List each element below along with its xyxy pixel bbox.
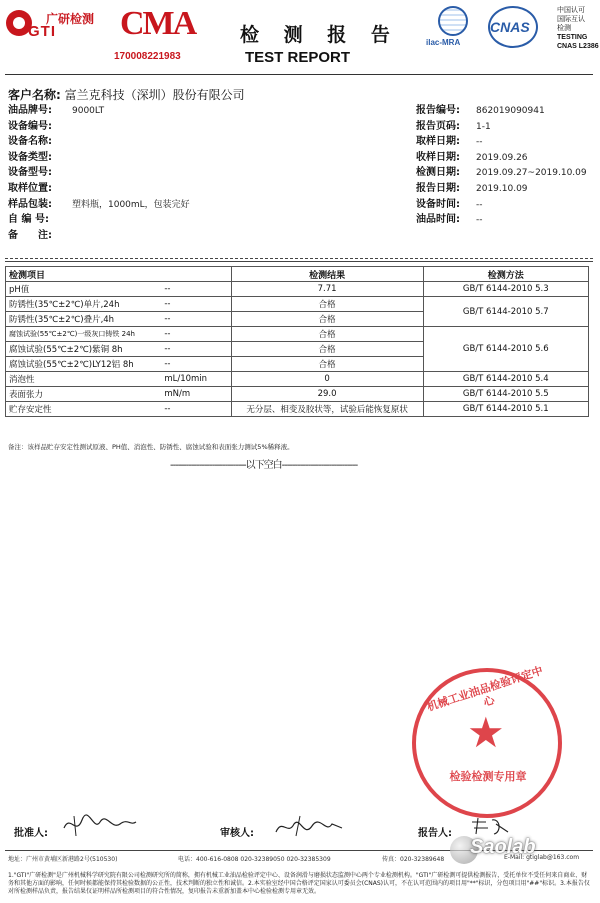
table-row: 腐蚀试验(55℃±2℃)LY12铝 8h -- 合格 [6, 357, 589, 372]
info-row: 自 编 号: [8, 214, 49, 226]
info-row: 设备时间: -- [416, 198, 483, 210]
gti-name: 广研检测 [46, 12, 95, 26]
watermark: Saolab [470, 836, 536, 858]
report-title-en: TEST REPORT [245, 49, 351, 66]
reporter-label: 报告人: [418, 828, 452, 839]
approver-signature [60, 810, 140, 838]
info-row: 设备类型: [8, 151, 52, 163]
report-header [0, 0, 600, 72]
table-row: pH值 -- 7.71 GB/T 6144-2010 5.3 [6, 282, 589, 297]
table-row: 消泡性 mL/10min 0 GB/T 6144-2010 5.4 [6, 372, 589, 387]
info-row: 取样位置: [8, 182, 52, 194]
col-header-item: 检测项目 [6, 267, 232, 282]
table-header-row [6, 267, 589, 282]
footer-address: 地址：广州市黄埔区新港路2号(510530) [8, 856, 118, 863]
info-row: 收样日期: 2019.09.26 [416, 151, 528, 163]
official-seal [412, 663, 562, 818]
table-row: 腐蚀试验(55℃±2℃)一级灰口铸铁 24h -- 合格 GB/T 6144-2010 5.6 [6, 327, 589, 342]
info-row: 油品时间: -- [416, 214, 483, 226]
reviewer-signature [270, 812, 348, 840]
gti-logo [6, 8, 106, 38]
info-row: 报告日期: 2019.10.09 [416, 182, 528, 194]
col-header-result: 检测结果 [231, 267, 423, 282]
cnas-logo [486, 6, 550, 56]
reviewer-label: 审核人: [220, 828, 254, 839]
info-row: 报告页码: 1-1 [416, 120, 491, 132]
cnas-accreditation-text: 中国认可 国际互认 检测 TESTING CNAS L2386 [557, 6, 599, 50]
report-title-cn: 检 测 报 告 [240, 24, 399, 46]
gti-brand: GTI [28, 23, 56, 40]
info-row: 油品牌号: 9000LT [8, 105, 105, 116]
info-row: 样品包装: 塑料瓶，1000mL，包装完好 [8, 198, 190, 210]
report-info-right [416, 103, 598, 228]
info-row: 检测日期: 2019.09.27~2019.10.09 [416, 167, 587, 179]
ilac-mra-logo [424, 6, 482, 56]
reporter-signature [468, 814, 512, 838]
blank-below-marker: -----------------------------以下空白----------------------------- [170, 460, 358, 471]
table-row: 贮存安定性 -- 无分层、相变及胶状等，试验后能恢复原状 GB/T 6144-2010 5.1 [6, 402, 589, 417]
results-table [5, 266, 589, 417]
footer-fax: 传真：020-32389648 [382, 856, 445, 863]
footer-phone: 电话：400-616-0808 020-32389050 020-32385309 [178, 856, 331, 863]
table-row: 腐蚀试验(55℃±2℃)紫铜 8h -- 合格 [6, 342, 589, 357]
star-icon: ★ [467, 708, 505, 757]
header-divider [5, 74, 593, 75]
table-row: 防锈性(35℃±2℃)叠片,4h -- 合格 [6, 312, 589, 327]
section-divider-dashed [5, 258, 593, 259]
cnas-mark: CNAS [490, 19, 530, 35]
info-row: 报告编号: 862019090941 [416, 105, 545, 116]
customer-name: 客户名称: 富兰克科技（深圳）股份有限公司 [8, 88, 245, 102]
globe-icon [438, 6, 468, 36]
approver-label: 批准人: [14, 828, 48, 839]
section-divider [5, 261, 593, 262]
table-row: 表面张力 mN/m 29.0 GB/T 6144-2010 5.5 [6, 387, 589, 402]
seal-inner-text: 检验检测专用章 [449, 770, 527, 783]
footer-email: E-Mail: gtiglab@163.com [504, 854, 580, 861]
table-note: 备注：该样品贮存安定性测试原液、PH值、消泡性、防锈性、腐蚀试验和表面张力测试5%稀释液。 [8, 443, 294, 451]
info-row: 备 注: [8, 229, 52, 241]
cma-number: 170008221983 [114, 51, 181, 62]
col-header-method: 检测方法 [423, 267, 589, 282]
table-row: 防锈性(35℃±2℃)单片,24h -- 合格 GB/T 6144-2010 5.7 [6, 297, 589, 312]
footer-disclaimer: 1."GTI"广研检测"是广州机械科学研究院有限公司检测研究所的简称，拥有机械工业油品检验评定中心、设备润滑与磨损状态监测中心两个专业检测机构。"GTI"广研检测可提供检测报告，受托单位不受任何来自商业、财务和其他方面的影响，任何时候都能保持其检验数据的公正性，技术判断的独立性和诚信。2.本实验室经中国合格评定国家认可委员会(CNAS)认可，不在认可范围内的项目用"**"标识，分包项目用"##"标识。3.本报告仅对所检测样品负责，报告结果仅证明样品所检测项目的符合性情况，复印报告未重新加盖本中心检验检测专用章无效。 [8, 872, 590, 895]
ilac-label: ilac-MRA [426, 38, 461, 47]
seal-outer-text: 机械工业油品检验评定中心 [425, 663, 545, 714]
info-row: 取样日期: -- [416, 136, 483, 148]
info-row: 设备型号: [8, 167, 52, 179]
info-row: 设备名称: [8, 136, 52, 148]
cma-logo [114, 5, 196, 63]
sample-info-left [8, 103, 308, 243]
cma-mark: CMA [120, 5, 196, 42]
info-row: 设备编号: [8, 120, 52, 132]
